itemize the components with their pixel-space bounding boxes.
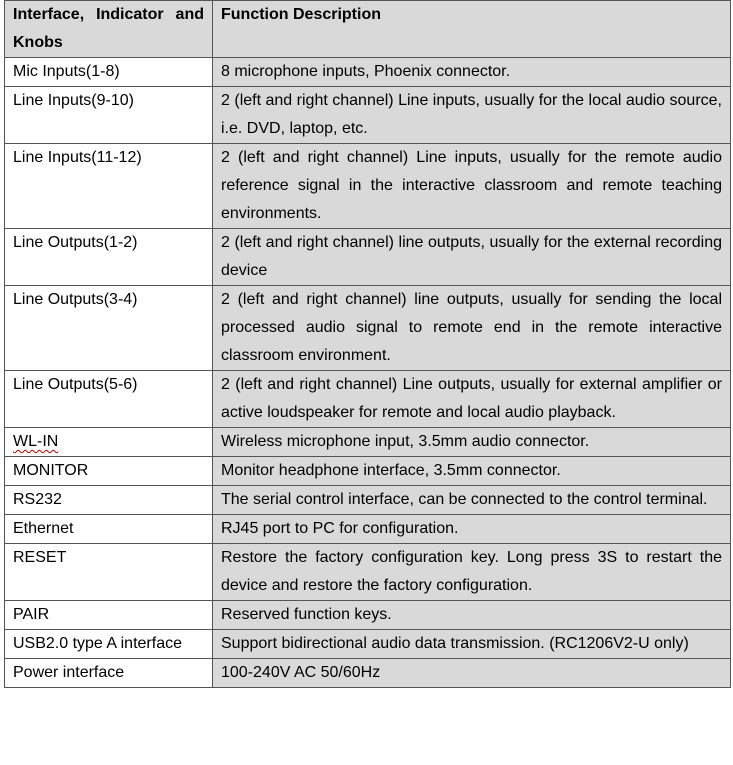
table-row <box>5 515 731 544</box>
table-row <box>5 457 731 486</box>
row-description: 2 (left and right channel) Line inputs, usually for the remote audio reference signal in the interactive classroom and remote teaching environments. <box>213 144 731 229</box>
row-description: RJ45 port to PC for configuration. <box>213 515 731 544</box>
row-name: Line Outputs(3-4) <box>5 286 213 371</box>
row-name: USB2.0 type A interface <box>5 630 213 659</box>
row-description: Restore the factory configuration key. Long press 3S to restart the device and restore the factory configuration. <box>213 544 731 601</box>
row-description: Monitor headphone interface, 3.5mm connector. <box>213 457 731 486</box>
row-description: 8 microphone inputs, Phoenix connector. <box>213 58 731 87</box>
table-row <box>5 630 731 659</box>
column-header-interface: Interface, Indicator and Knobs <box>5 1 213 58</box>
row-name: RESET <box>5 544 213 601</box>
row-name: Line Inputs(11-12) <box>5 144 213 229</box>
table-row <box>5 486 731 515</box>
table-row <box>5 58 731 87</box>
row-name: Line Outputs(1-2) <box>5 229 213 286</box>
table-row <box>5 371 731 428</box>
table-row <box>5 286 731 371</box>
row-name: Line Inputs(9-10) <box>5 87 213 144</box>
row-name <box>5 428 213 457</box>
row-description: Support bidirectional audio data transmission. (RC1206V2-U only) <box>213 630 731 659</box>
row-description: 2 (left and right channel) Line outputs, usually for external amplifier or active loudspeaker for remote and local audio playback. <box>213 371 731 428</box>
table-row <box>5 601 731 630</box>
row-name: PAIR <box>5 601 213 630</box>
table-row <box>5 87 731 144</box>
table-row <box>5 544 731 601</box>
table-row <box>5 144 731 229</box>
row-description: 2 (left and right channel) line outputs, usually for the external recording device <box>213 229 731 286</box>
column-header-function: Function Description <box>213 1 731 58</box>
row-name: Ethernet <box>5 515 213 544</box>
row-name: Mic Inputs(1-8) <box>5 58 213 87</box>
row-name: RS232 <box>5 486 213 515</box>
interface-function-table <box>4 0 731 688</box>
spellcheck-underlined-text: WL-IN <box>13 433 59 450</box>
table-header-row <box>5 1 731 58</box>
row-description: Reserved function keys. <box>213 601 731 630</box>
row-name: Line Outputs(5-6) <box>5 371 213 428</box>
table-row <box>5 229 731 286</box>
table-row <box>5 659 731 688</box>
row-description: The serial control interface, can be connected to the control terminal. <box>213 486 731 515</box>
row-name: Power interface <box>5 659 213 688</box>
row-name: MONITOR <box>5 457 213 486</box>
row-description: 2 (left and right channel) Line inputs, usually for the local audio source, i.e. DVD, laptop, etc. <box>213 87 731 144</box>
row-description: 100-240V AC 50/60Hz <box>213 659 731 688</box>
row-description: Wireless microphone input, 3.5mm audio connector. <box>213 428 731 457</box>
table-row <box>5 428 731 457</box>
row-description: 2 (left and right channel) line outputs, usually for sending the local processed audio signal to remote end in the remote interactive classroom environment. <box>213 286 731 371</box>
